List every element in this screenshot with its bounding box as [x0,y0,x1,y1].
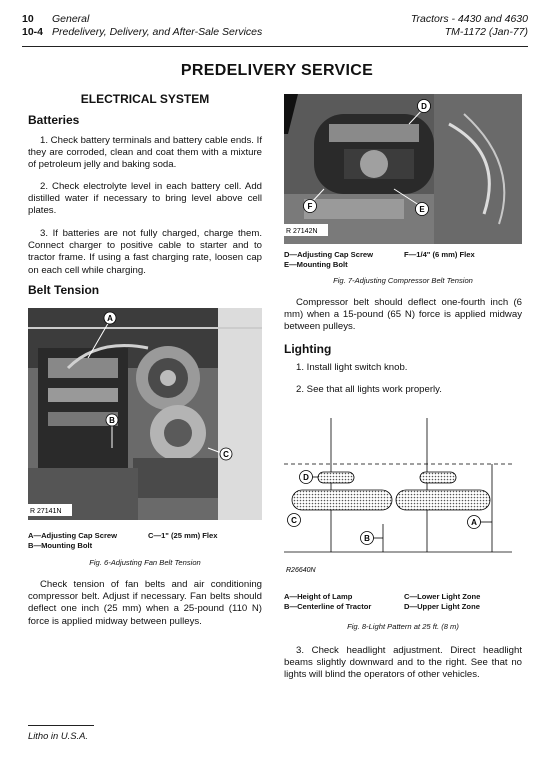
fig7-legend-left [284,250,404,270]
svg-text:B: B [364,534,370,543]
manual-code: TM-1172 (Jan-77) [444,26,528,38]
section-minor: Predelivery, Delivery, and After-Sale Services [52,26,263,38]
fan-belt-photo [28,308,262,520]
compressor-paragraph: Compressor belt should deflect one-fourth inch (6 mm) when a 15-pound (65 N) force is applied midway between pulleys. [284,297,522,333]
light-pattern-diagram [284,412,522,582]
callout-a-diagram [468,516,493,529]
fig6-legend-c: C—1" (25 mm) Flex [148,531,218,540]
svg-text:A: A [107,314,113,323]
header-rule [22,46,528,47]
fig7-legend-e: E—Mounting Bolt [284,260,348,269]
compressor-belt-photo [284,94,522,244]
page-title: PREDELIVERY SERVICE [180,62,374,79]
fig8-legend-c: C—Lower Light Zone [404,592,481,601]
fig6-legend-a: A—Adjusting Cap Screw [28,531,118,540]
headlight-paragraph: 3. Check headlight adjustment. Direct headlight beams slightly downward and to the right. See that no lights will blind the operators of other vehicles. [284,645,522,681]
fig6-legend-left [28,531,148,551]
svg-text:F: F [307,202,313,211]
lower-zone-right [396,490,490,510]
svg-text:C: C [223,450,229,459]
batteries-step-2: 2. Check electrolyte level in each battery cell. Add distilled water if necessary to bring level above cell plates. [28,181,262,217]
section-title: ELECTRICAL SYSTEM [80,92,210,106]
fig6-photo-id: R 27141N [30,508,62,515]
fig8-caption: Fig. 8-Light Pattern at 25 ft. (8 m) [347,622,459,631]
svg-text:C: C [291,516,297,525]
svg-text:B: B [109,416,115,425]
fig8-diagram-id: R26640N [286,567,316,574]
callout-c-diagram [288,514,301,527]
fig8-legend-right [404,592,522,612]
fig7-caption: Fig. 7-Adjusting Compressor Belt Tension [333,276,473,285]
fig8-legend-a: A—Height of Lamp [284,592,353,601]
fig6-caption: Fig. 6-Adjusting Fan Belt Tension [89,558,201,567]
fig7-legend-f: F—1/4" (6 mm) Flex [404,250,475,259]
fig7-legend-right [404,250,522,260]
fig7-photo-id: R 27142N [286,228,318,235]
fig8-legend-d: D—Upper Light Zone [404,602,480,611]
fig8-legend-left [284,592,404,612]
svg-text:A: A [471,518,477,527]
fig6-legend-b: B—Mounting Bolt [28,541,93,550]
callout-d-diagram [300,471,319,484]
svg-text:E: E [419,205,425,214]
footer-text: Litho in U.S.A. [28,730,88,741]
batteries-step-1: 1. Check battery terminals and battery cable ends. If they are corroded, clean and coat them with a mixture of petroleum jelly and baking soda. [28,135,262,171]
upper-zone-right [420,472,456,483]
fig8-legend-b: B—Centerline of Tractor [284,602,372,611]
fig6-legend-right [148,531,262,541]
page-header-right [411,13,528,39]
footer-rule [28,725,94,726]
lighting-heading: Lighting [284,342,332,356]
batteries-heading: Batteries [28,113,80,127]
batteries-step-3: 3. If batteries are not fully charged, charge them. Connect charger to positive cable to starter and to tractor frame. If using a fast charging rate, loosen cap on each cell while charging. [28,228,262,276]
svg-text:D: D [421,102,427,111]
page-major: 10 [22,13,34,25]
belt-paragraph: Check tension of fan belts and air conditioning compressor belt. Adjust if necessary. Fan belts should deflect one inch (25 mm) when a 25-pound (110 N) force is applied midway between pulleys. [28,579,262,627]
svg-text:D: D [303,473,309,482]
page-minor: 10-4 [22,26,44,38]
section-major: General [52,13,90,25]
lower-zone-left [292,490,392,510]
lighting-step-2: 2. See that all lights work properly. [296,384,442,395]
manual-title: Tractors - 4430 and 4630 [410,13,528,25]
page-header-left [22,13,262,39]
lighting-step-1: 1. Install light switch knob. [296,362,408,373]
belt-tension-heading: Belt Tension [28,283,100,297]
fig7-legend-d: D—Adjusting Cap Screw [284,250,374,259]
upper-zone-left [318,472,354,483]
callout-b-diagram [361,532,384,545]
